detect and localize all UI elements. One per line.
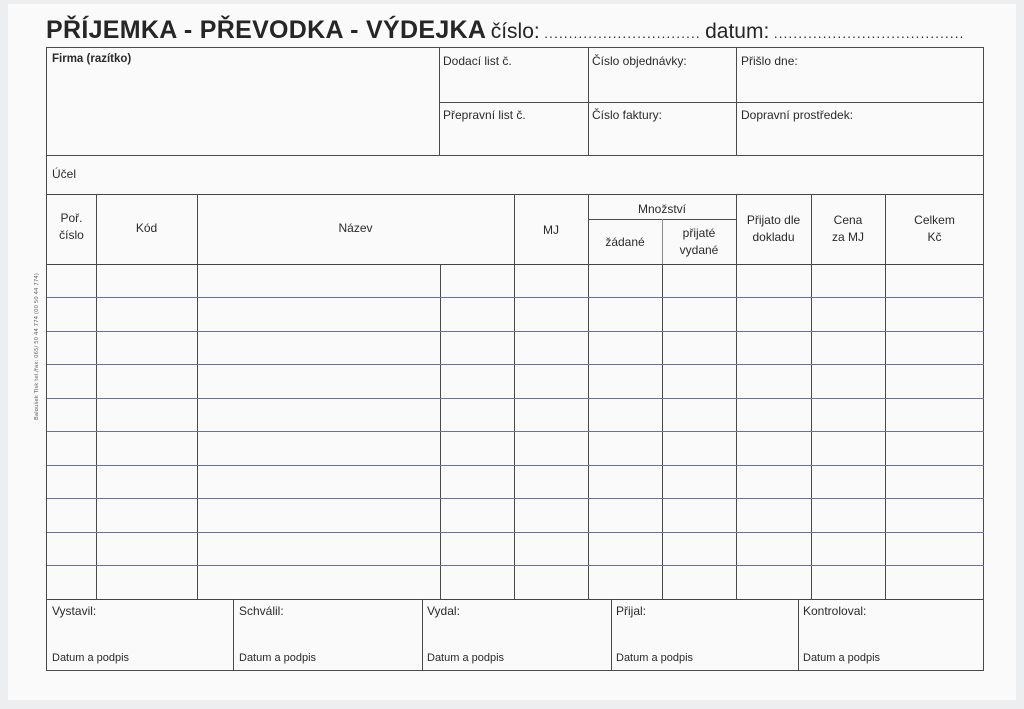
footer-divider-1 <box>233 599 234 671</box>
col-total-line1: Celkem <box>914 213 955 227</box>
top-mid-line <box>439 102 984 103</box>
table-row <box>47 565 984 566</box>
col-line-7 <box>811 194 812 599</box>
number-field[interactable]: ................................ <box>544 25 701 41</box>
number-label: číslo: <box>490 20 540 43</box>
date-signature-checked: Datum a podpis <box>803 652 881 664</box>
footer-divider-4 <box>798 599 799 671</box>
order-number-label: Číslo objednávky: <box>592 54 687 68</box>
table-row <box>47 331 984 332</box>
firm-label: Firma (razítko) <box>52 53 132 65</box>
form-title <box>46 16 986 46</box>
purpose-top-line <box>47 155 984 156</box>
header-bottom-line <box>47 264 984 265</box>
col-received-header <box>662 225 736 259</box>
col-line-8 <box>885 194 886 599</box>
col-received-line2: vydané <box>679 243 719 257</box>
col-line-3 <box>514 194 515 599</box>
footer-top-line <box>47 599 984 600</box>
dispatched-by-label: Vydal: <box>427 604 460 618</box>
col-price-line2: za MJ <box>831 230 864 244</box>
col-total-header <box>885 212 984 246</box>
col-requested-header: žádané <box>605 235 645 249</box>
printer-imprint: Baloušek Tisk tel./fax: 065/ 50 44 774 (00 50 44 774) <box>34 273 40 420</box>
col-price-line1: Cena <box>833 213 863 227</box>
col-total-line2: Kč <box>927 230 942 244</box>
col-number-header <box>47 210 96 244</box>
col-line-4 <box>588 194 589 599</box>
col-line-1 <box>96 194 97 599</box>
col-code-header: Kód <box>135 221 158 235</box>
col-number-line1: Poř. <box>60 211 83 225</box>
date-signature-received: Datum a podpis <box>616 652 694 664</box>
col-name-header: Název <box>338 221 373 235</box>
delivery-note-label: Dodací list č. <box>443 54 512 68</box>
received-by-label: Přijal: <box>616 604 647 618</box>
footer-divider-3 <box>611 599 612 671</box>
col-per-document-line2: dokladu <box>752 230 795 244</box>
table-row <box>47 364 984 365</box>
arrived-label: Přišlo dne: <box>741 54 798 68</box>
col-line-6 <box>736 194 737 599</box>
checked-by-label: Kontroloval: <box>803 604 867 618</box>
date-field[interactable]: ....................................... <box>773 25 965 41</box>
table-row <box>47 498 984 499</box>
form-grid <box>46 47 984 671</box>
col-received-line1: přijaté <box>682 226 716 240</box>
table-row <box>47 431 984 432</box>
table-row <box>47 297 984 298</box>
col-price-header <box>811 212 885 246</box>
table-row <box>47 465 984 466</box>
date-signature-dispatched: Datum a podpis <box>427 652 505 664</box>
transport-label: Dopravní prostředek: <box>741 108 854 122</box>
col-per-document-header <box>736 212 811 246</box>
date-signature-issued: Datum a podpis <box>52 652 130 664</box>
document-name: PŘÍJEMKA - PŘEVODKA - VÝDEJKA <box>46 16 487 44</box>
table-row <box>47 398 984 399</box>
table-row <box>47 532 984 533</box>
col-per-document-line1: Přijato dle <box>746 213 801 227</box>
issued-by-label: Vystavil: <box>52 604 97 618</box>
purpose-bottom-line <box>47 194 984 195</box>
date-label: datum: <box>705 20 770 43</box>
footer-divider-2 <box>422 599 423 671</box>
transfer-note-label: Přepravní list č. <box>443 108 526 122</box>
approved-by-label: Schválil: <box>239 604 284 618</box>
col-number-line2: číslo <box>59 228 84 242</box>
invoice-number-label: Číslo faktury: <box>592 108 663 122</box>
col-quantity-header: Množství <box>637 202 686 216</box>
date-signature-approved: Datum a podpis <box>239 652 317 664</box>
col-line-2 <box>197 194 198 599</box>
col-unit-header: MJ <box>543 223 559 237</box>
purpose-label: Účel <box>52 167 77 181</box>
